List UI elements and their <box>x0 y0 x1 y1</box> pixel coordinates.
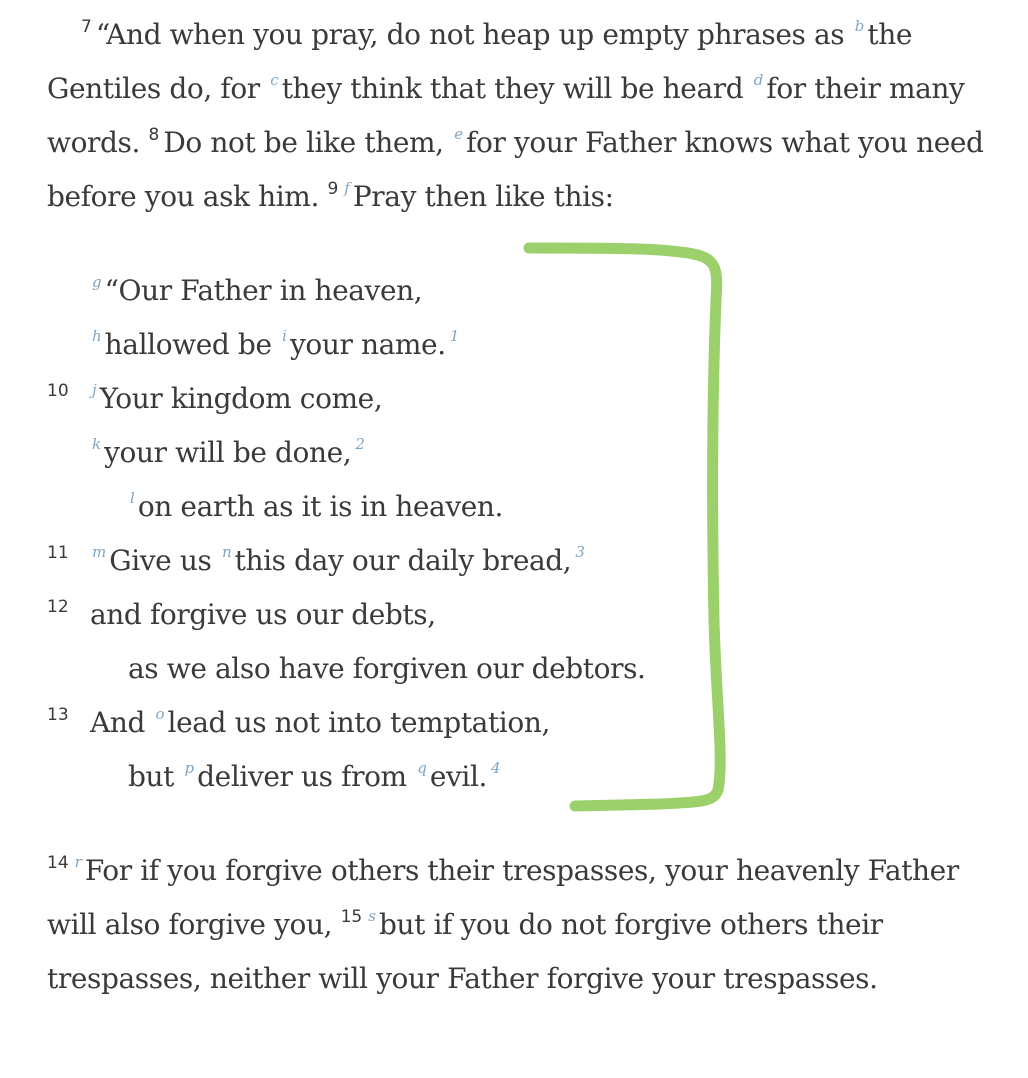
verse-7-text-a: “And when you pray, do not heap up empty phrases as <box>95 18 845 51</box>
verse-8-text-a: Do not be like them, <box>163 126 444 159</box>
crossref-e[interactable]: e <box>454 125 464 143</box>
verse-number-12: 12 <box>47 597 69 617</box>
verse-number-9: 9 <box>327 179 339 199</box>
crossref-h[interactable]: h <box>92 327 102 345</box>
crossref-r[interactable]: r <box>74 853 82 871</box>
crossref-j[interactable]: j <box>92 381 97 399</box>
verse-number-10: 10 <box>47 381 69 401</box>
verse-number-7: 7 <box>81 17 92 37</box>
prayer-line-10-text-c: evil. <box>429 760 488 793</box>
crossref-d[interactable]: d <box>753 71 764 89</box>
crossref-b[interactable]: b <box>854 17 865 35</box>
crossref-s[interactable]: s <box>368 907 376 925</box>
verse-number-15: 15 <box>340 907 363 927</box>
paragraph-verses-14-15 <box>47 844 987 1006</box>
crossref-n[interactable]: n <box>221 543 232 561</box>
crossref-i[interactable]: i <box>282 327 287 345</box>
verse-number-11: 11 <box>47 543 69 563</box>
verse-number-13: 13 <box>47 705 69 725</box>
prayer-line-3-text: Your kingdom come, <box>99 382 383 415</box>
footnote-3[interactable]: 3 <box>575 543 585 561</box>
crossref-g[interactable]: g <box>92 273 102 291</box>
prayer-line-10-text-a: but <box>128 760 175 793</box>
footnote-1[interactable]: 1 <box>449 327 460 345</box>
verse-number-14: 14 <box>47 853 69 873</box>
crossref-o[interactable]: o <box>155 705 165 723</box>
verse-14-text: For if you forgive others their trespasses, your heavenly Father will also forgive you, <box>47 854 959 941</box>
crossref-p[interactable]: p <box>184 759 195 777</box>
prayer-line-10-text-b: deliver us from <box>197 760 407 793</box>
prayer-line-2-text-a: hallowed be <box>104 328 272 361</box>
prayer-line-9-text-b: lead us not into temptation, <box>167 706 550 739</box>
verse-7-text-b: the Gentiles do, for <box>47 18 913 105</box>
crossref-k[interactable]: k <box>92 435 102 453</box>
crossref-f[interactable]: f <box>344 179 350 197</box>
verse-number-8: 8 <box>148 125 160 145</box>
crossref-l[interactable]: l <box>130 489 135 507</box>
verse-7-text-c: they think that they will be heard <box>281 72 744 105</box>
prayer-line-1-text: “Our Father in heaven, <box>104 274 423 307</box>
prayer-line-9-text-a: And <box>90 706 145 739</box>
footnote-4[interactable]: 4 <box>491 759 501 777</box>
prayer-line-6-text-a: Give us <box>109 544 212 577</box>
verse-9-text: Pray then like this: <box>352 180 614 213</box>
green-bracket-stroke <box>529 248 720 806</box>
verse-8-text-b: for your Father knows what you need before you ask him. <box>47 126 984 213</box>
footnote-2[interactable]: 2 <box>355 435 365 453</box>
prayer-line-6-text-b: this day our daily bread, <box>234 544 572 577</box>
verse-7-text-d: for their many words. <box>47 72 965 159</box>
verse-15-text: but if you do not forgive others their trespasses, neither will your Father forgive your trespasses. <box>47 908 883 995</box>
crossref-c[interactable]: c <box>270 71 279 89</box>
prayer-line-2-text-b: your name. <box>289 328 446 361</box>
prayer-line-8-text: as we also have forgiven our debtors. <box>128 652 646 685</box>
prayer-line-5-text: on earth as it is in heaven. <box>137 490 504 523</box>
prayer-line-7-text: and forgive us our debts, <box>90 598 436 631</box>
crossref-q[interactable]: q <box>417 759 427 777</box>
crossref-m[interactable]: m <box>92 543 107 561</box>
prayer-line-4-text: your will be done, <box>104 436 352 469</box>
